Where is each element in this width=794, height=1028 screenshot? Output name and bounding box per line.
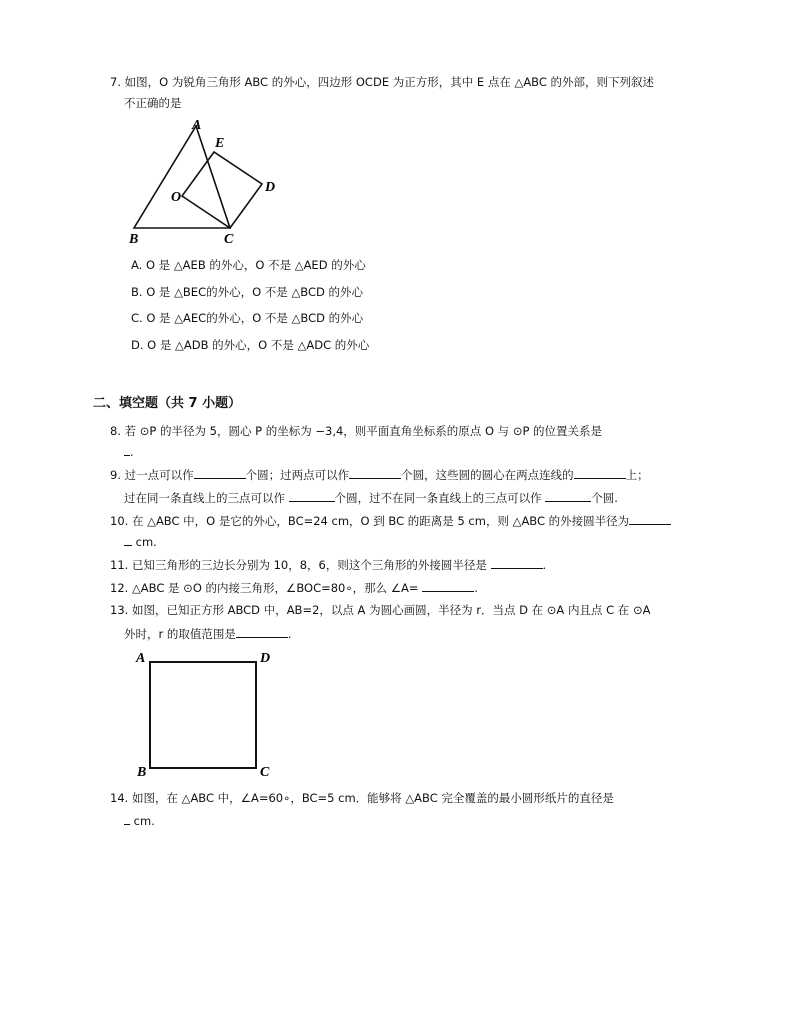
q9-blank-3[interactable]	[574, 466, 626, 479]
q7-label-b: B	[129, 232, 139, 247]
q10-stem-line1	[110, 512, 671, 529]
q13-label-d: D	[260, 651, 271, 666]
q7-option-a: A. O 是 △AEB 的外心，O 不是 △AED 的外心	[131, 258, 366, 272]
q9-line1	[110, 466, 649, 483]
q13-tail: .	[287, 627, 292, 641]
q13-stem-line1: 13. 如图，已知正方形 ABCD 中，AB=2，以点 A 为圆心画圆，半径为 r．当点 D 在 ⊙A 内且点 C 在 ⊙A	[110, 603, 651, 617]
q7-figure	[126, 116, 286, 246]
q11-line	[110, 556, 546, 573]
q8-stem-line1: 8. 若 ⊙P 的半径为 5，圆心 P 的坐标为 −3,4，则平面直角坐标系的原点 O 与 ⊙P 的位置关系是	[110, 424, 603, 438]
q7-option-b: B. O 是 △BEC的外心，O 不是 △BCD 的外心	[131, 285, 364, 299]
q9-part6: 个圆，过不在同一条直线上的三点可以作	[334, 491, 546, 505]
q9-part5: 过在同一条直线上的三点可以作	[124, 491, 289, 505]
q13-label-b: B	[137, 765, 147, 780]
q10-stem: 10. 在 △ABC 中，O 是它的外心，BC=24 cm，O 到 BC 的距离是 5 cm，则 △ABC 的外接圆半径为	[110, 514, 630, 528]
q7-label-e: E	[215, 136, 225, 151]
q12-blank[interactable]	[422, 579, 474, 592]
q10-tail: cm.	[132, 535, 157, 549]
q10-answer-line	[124, 533, 157, 550]
q13-figure	[134, 648, 284, 783]
q7-option-c: C. O 是 △AEC的外心，O 不是 △BCD 的外心	[131, 311, 364, 325]
q7-option-d: D. O 是 △ADB 的外心，O 不是 △ADC 的外心	[131, 338, 370, 352]
q9-part7: 个圆.	[591, 491, 618, 505]
q13-stem-line2	[124, 625, 292, 642]
q9-part2: 个圆；过两点可以作	[245, 468, 350, 482]
square-abcd	[150, 662, 256, 768]
q11-stem: 11. 已知三角形的三边长分别为 10，8，6，则这个三角形的外接圆半径是	[110, 558, 491, 572]
q9-blank-2[interactable]	[349, 466, 401, 479]
q7-label-o: O	[171, 190, 182, 205]
q13-label-a: A	[136, 651, 146, 666]
q12-line	[110, 579, 478, 596]
q7-label-a: A	[192, 118, 202, 133]
q9-blank-1[interactable]	[194, 466, 246, 479]
q7-stem-line2: 不正确的是	[124, 96, 182, 110]
q9-part4: 上；	[625, 468, 649, 482]
q8-tail: .	[130, 445, 134, 459]
q13-blank[interactable]	[236, 625, 288, 638]
section-title: 二、填空题（共 7 小题）	[93, 396, 242, 411]
q14-stem-line1: 14. 如图，在 △ABC 中，∠A=60∘，BC=5 cm．能够将 △ABC 完全覆盖的最小圆形纸片的直径是	[110, 791, 614, 805]
q10-blank-end[interactable]	[124, 533, 132, 546]
q8-answer-line	[124, 443, 134, 460]
square-ocde	[182, 152, 262, 228]
q14-tail: cm.	[130, 814, 155, 828]
q9-line2	[124, 489, 618, 506]
q12-stem: 12. △ABC 是 ⊙O 的内接三角形，∠BOC=80∘，那么 ∠A=	[110, 581, 423, 595]
q10-blank-start[interactable]	[629, 512, 671, 525]
q13-stem-tail: 外时，r 的取值范围是	[124, 627, 236, 641]
q9-part3: 个圆，这些圆的圆心在两点连线的	[401, 468, 574, 482]
q9-blank-4[interactable]	[289, 489, 335, 502]
q12-tail: .	[474, 581, 478, 595]
q7-label-c: C	[224, 232, 234, 247]
q11-blank[interactable]	[491, 556, 543, 569]
q9-part1: 9. 过一点可以作	[110, 468, 194, 482]
q9-blank-5[interactable]	[545, 489, 591, 502]
q11-tail: .	[542, 558, 547, 572]
q7-stem-line1: 7. 如图，O 为锐角三角形 ABC 的外心，四边形 OCDE 为正方形，其中 E 点在 △ABC 的外部，则下列叙述	[110, 75, 655, 89]
q14-answer-line	[124, 812, 155, 829]
q7-label-d: D	[265, 180, 276, 195]
q13-label-c: C	[260, 765, 270, 780]
